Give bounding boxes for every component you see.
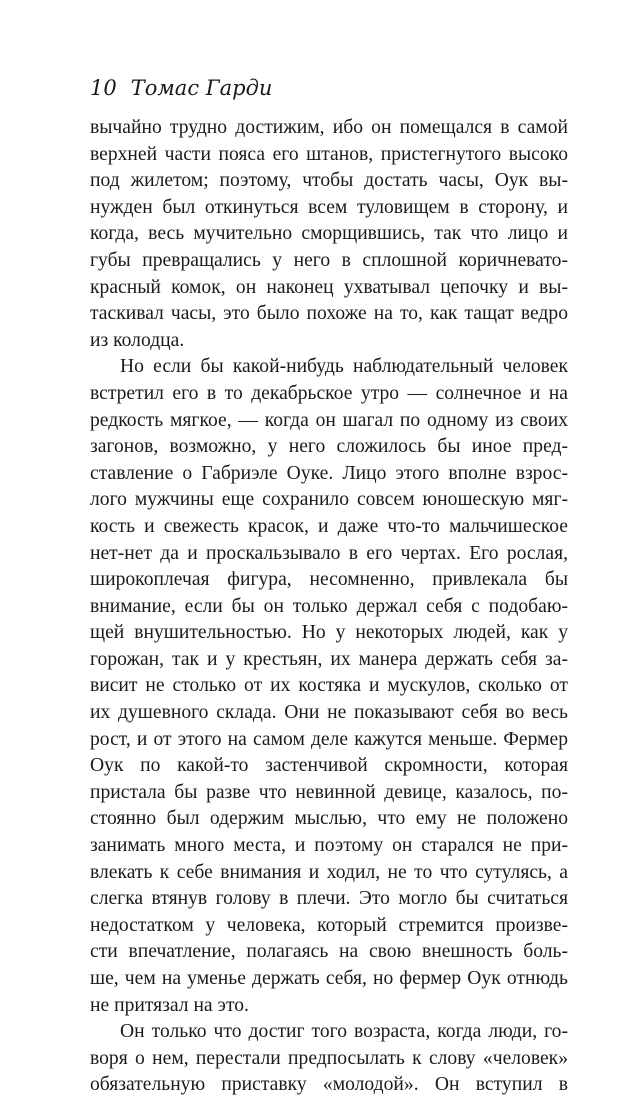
text-line: воря о нем, перестали предпосылать к слову «человек» (90, 1047, 568, 1069)
text-line: нет-нет да и проскальзывало в его чертах. Его рослая, (90, 542, 568, 564)
text-line: редкость мягкое, — когда он шагал по одному из своих (90, 409, 568, 431)
text-line: из колодца. (90, 329, 185, 351)
text-line: таскивал часы, это было похоже на то, как тащат ведро (90, 303, 568, 325)
running-head (90, 76, 272, 100)
paragraph (90, 354, 568, 1019)
text-line: их душевного склада. Они не показывают себя во весь (90, 702, 568, 724)
text-line: вычайно трудно достижим, ибо он помещался в самой (90, 117, 568, 138)
text-line: красный комок, он наконец ухватывал цепочку и вы- (90, 276, 568, 298)
text-line: занимать много места, и поэтому он старался не при- (90, 835, 568, 857)
text-line: недостатком у человека, который стремится произве- (90, 914, 568, 936)
text-line: слегка втянув голову в плечи. Это могло бы считаться (90, 888, 568, 910)
text-line: Но если бы какой-нибудь наблюдательный человек (120, 356, 568, 378)
body-text (90, 115, 568, 1099)
text-line: встретил его в то декабрьское утро — солнечное и на (90, 382, 568, 404)
text-line: губы превращались у него в сплошной коричневато- (90, 249, 568, 271)
text-line: рост, и от этого на самом деле кажутся меньше. Фермер (90, 728, 568, 750)
paragraph (90, 115, 568, 354)
text-line: нужден был откинуться всем туловищем в сторону, и (90, 196, 568, 218)
text-line: висит не столько от их костяка и мускулов, сколько от (90, 675, 568, 697)
text-line: Оук по какой-то застенчивой скромности, которая (90, 755, 568, 777)
text-line: не притязал на это. (90, 994, 249, 1016)
text-line: верхней части пояса его штанов, пристегнутого высоко (90, 143, 568, 165)
text-line: широкоплечая фигура, несомненно, привлекала бы (90, 569, 568, 591)
text-line: щей внушительностью. Но у некоторых людей, как у (90, 622, 568, 644)
text-line: загонов, возможно, у него сложилось бы иное пред- (90, 436, 568, 458)
text-line: влекать к себе внимания и ходил, не то что сутулясь, а (90, 861, 568, 883)
text-line: ставление о Габриэле Оуке. Лицо этого вполне взрос- (90, 462, 568, 484)
text-line: когда, весь мучительно сморщившись, так что лицо и (90, 223, 568, 245)
text-line: под жилетом; поэтому, чтобы достать часы, Оук вы- (90, 170, 568, 192)
paragraph (90, 1019, 568, 1099)
text-line: пристала бы разве что невинной девице, казалось, по- (90, 781, 568, 803)
text-line: стоянно был одержим мыслью, что ему не положено (90, 808, 568, 830)
text-line: внимание, если бы он только держал себя с подобаю- (90, 595, 568, 617)
text-line: горожан, так и у крестьян, их манера держать себя за- (90, 648, 568, 670)
text-line: сти впечатление, полагаясь на свою внешность боль- (90, 941, 568, 963)
text-line: обязательную приставку «молодой». Он вступил в (90, 1074, 568, 1096)
text-line: ше, чем на уменье держать себя, но фермер Оук отнюдь (90, 968, 568, 989)
page-number: 10 (90, 76, 117, 100)
running-head-author: Томас Гарди (130, 76, 273, 100)
text-line: Он только что достиг того возраста, когда люди, го- (120, 1021, 568, 1043)
text-line: кость и свежесть красок, и даже что-то мальчишеское (90, 515, 568, 537)
text-line: лого мужчины еще сохранило совсем юношескую мяг- (90, 489, 568, 511)
